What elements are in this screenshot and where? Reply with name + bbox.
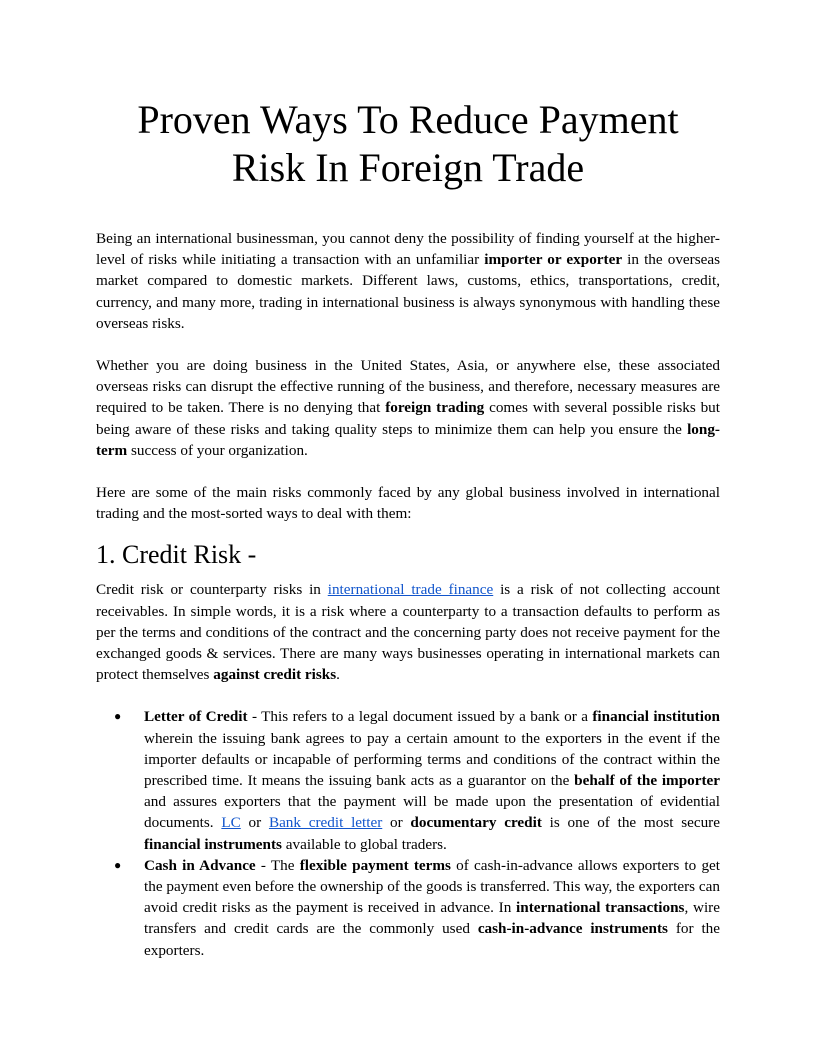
page-title: Proven Ways To Reduce Payment Risk In Foreign Trade bbox=[137, 97, 679, 190]
text: success of your organization. bbox=[127, 441, 308, 459]
bold-text: importer or exporter bbox=[484, 251, 623, 269]
text: available to global traders. bbox=[281, 835, 447, 853]
list-item-letter-of-credit bbox=[96, 706, 720, 854]
credit-risk-bullet-list bbox=[96, 706, 720, 960]
intro-paragraph-2 bbox=[96, 355, 720, 461]
text: wherein the issuing bank agrees to pay a certain amount to the exporters in the event if the importer defaults or incapable of performing terms and conditions of the contract within the prescribed time. It means the issuing bank acts as a guarantor on the bbox=[144, 729, 720, 790]
lc-link[interactable]: LC bbox=[221, 814, 241, 832]
spacer bbox=[96, 334, 720, 355]
text: - This refers to a legal document issued by a bank or a bbox=[247, 708, 593, 726]
text: is one of the most secure bbox=[541, 814, 720, 832]
bold-text: Cash in Advance bbox=[144, 856, 256, 874]
bold-text: financial instruments bbox=[144, 835, 282, 853]
section-heading-credit-risk: 1. Credit Risk - bbox=[96, 540, 257, 570]
spacer bbox=[96, 685, 720, 706]
bold-text: foreign trading bbox=[385, 399, 485, 417]
bullet-icon: ● bbox=[114, 709, 122, 724]
text: in the overseas market compared to domestic markets. Different laws, customs, ethics, transportations, credit, currency, and many more, trading in international business is always synonymous with handling these overseas risks. bbox=[96, 251, 721, 332]
bold-text: documentary credit bbox=[410, 814, 542, 832]
bold-text: long-term bbox=[96, 420, 720, 459]
text: . bbox=[336, 666, 340, 684]
bold-text: financial institution bbox=[592, 708, 720, 726]
text: of cash-in-advance allows exporters to get the payment even before the ownership of the goods is transferred. This way, the exporters can avoid credit risks as the payment is received in advance. In bbox=[144, 856, 721, 917]
bullet-icon: ● bbox=[114, 857, 122, 872]
bold-text: cash-in-advance instruments bbox=[477, 920, 668, 938]
text: or bbox=[382, 814, 411, 832]
international-trade-finance-link[interactable]: international trade finance bbox=[327, 581, 494, 599]
text: and assures exporters that the payment will be made upon the presentation of evidential documents. bbox=[144, 793, 720, 832]
bold-text: flexible payment terms bbox=[299, 856, 451, 874]
text: - The bbox=[255, 856, 300, 874]
bold-text: against credit risks bbox=[213, 666, 337, 684]
credit-risk-paragraph bbox=[96, 579, 720, 685]
intro-paragraph-1 bbox=[96, 228, 720, 334]
bold-text: behalf of the importer bbox=[574, 772, 721, 790]
bank-credit-letter-link[interactable]: Bank credit letter bbox=[268, 814, 383, 832]
text: or bbox=[240, 814, 269, 832]
bold-text: international transactions bbox=[516, 899, 685, 917]
text: Being an international businessman, you cannot deny the possibility of finding yourself at the higher-level of risks while initiating a transaction with an unfamiliar bbox=[96, 230, 720, 269]
spacer bbox=[96, 461, 720, 482]
text: for the exporters. bbox=[144, 920, 721, 959]
text: , wire transfers and credit cards are the commonly used bbox=[144, 899, 720, 938]
text: Whether you are doing business in the United States, Asia, or anywhere else, these associated overseas risks can disrupt the effective running of the business, and therefore, necessary measures are required to be taken. There is no denying that bbox=[96, 357, 720, 417]
list-item-cash-in-advance bbox=[96, 855, 720, 961]
text: Credit risk or counterparty risks in bbox=[96, 581, 328, 599]
intro-paragraph-3: Here are some of the main risks commonly faced by any global business involved in international trading and the most-sorted ways to deal with them: bbox=[96, 484, 720, 523]
document-page bbox=[96, 96, 720, 961]
bold-text: Letter of Credit bbox=[144, 708, 248, 726]
text: is a risk of not collecting account receivables. In simple words, it is a risk where a counterparty to a transaction defaults to perform as per the terms and conditions of the contract and the concerning party does not receive payment for the exchanged goods & services. There are many ways businesses operating in international markets can protect themselves bbox=[96, 581, 720, 684]
text: comes with several possible risks but being aware of these risks and taking quality steps to minimize them can help you ensure the bbox=[96, 399, 720, 438]
